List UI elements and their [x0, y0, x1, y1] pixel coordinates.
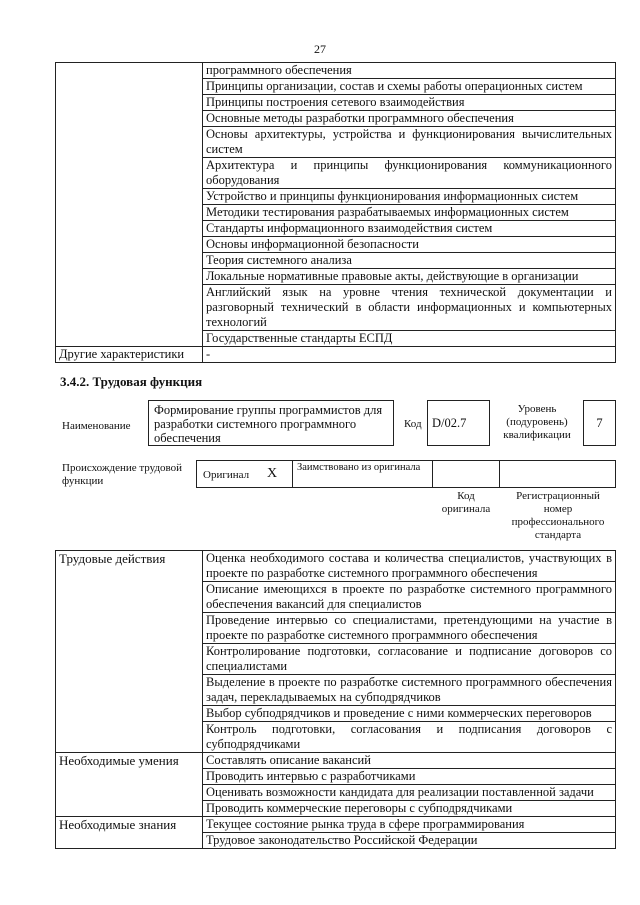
code-label: Код	[404, 418, 422, 430]
name-label: Наименование	[62, 420, 131, 432]
origin-label: Происхождение трудовой функции	[62, 462, 183, 487]
skills-label: Необходимые умения	[56, 753, 203, 817]
labor-action-row: Оценка необходимого состава и количества специалистов, участвующих в проекте по разработке системного программного обеспечения	[203, 551, 616, 582]
skill-row: Проводить коммерческие переговоры с субподрядчиками	[203, 801, 616, 817]
original-code-cell	[432, 460, 500, 488]
labor-action-row: Описание имеющихся в проекте по разработке системного программного обеспечения вакансий для специалистов	[203, 582, 616, 613]
function-details-table	[55, 550, 616, 849]
registration-number-cell	[499, 460, 616, 488]
original-mark: X	[267, 466, 278, 481]
knowledge-row: Английский язык на уровне чтения технической документации и разговорный технический в области информационных и компьютерных технологий	[203, 285, 616, 331]
knowledge-row: Основы информационной безопасности	[203, 237, 616, 253]
skill-row: Проводить интервью с разработчиками	[203, 769, 616, 785]
borrowed-label: Заимствовано из оригинала	[292, 460, 433, 488]
labor-action-row: Контроль подготовки, согласования и подписания договоров с субподрядчиками	[203, 722, 616, 753]
knowledge-row: Локальные нормативные правовые акты, действующие в организации	[203, 269, 616, 285]
knowledge-label: Необходимые знания	[56, 817, 203, 849]
knowledge-item-row: Текущее состояние рынка труда в сфере программирования	[203, 817, 616, 833]
knowledge-row: Принципы организации, состав и схемы работы операционных систем	[203, 79, 616, 95]
knowledge-row: Методики тестирования разрабатываемых информационных систем	[203, 205, 616, 221]
knowledge-item-row: Трудовое законодательство Российской Федерации	[203, 833, 616, 849]
labor-action-row: Выбор субподрядчиков и проведение с ними коммерческих переговоров	[203, 706, 616, 722]
knowledge-row: программного обеспечения	[203, 63, 616, 79]
function-name-value: Формирование группы программистов для разработки системного программного обеспечения	[148, 400, 394, 446]
skill-row: Оценивать возможности кандидата для реализации поставленной задачи	[203, 785, 616, 801]
knowledge-row: Стандарты информационного взаимодействия систем	[203, 221, 616, 237]
original-cell	[196, 460, 293, 488]
page-number: 27	[314, 42, 326, 56]
section-title: 3.4.2. Трудовая функция	[60, 374, 203, 389]
registration-caption: Регистрационный номер профессионального стандарта	[511, 490, 605, 541]
knowledge-row: Основы архитектуры, устройства и функционирования вычислительных систем	[203, 127, 616, 158]
function-code-value: D/02.7	[427, 400, 490, 446]
knowledge-row: Теория системного анализа	[203, 253, 616, 269]
knowledge-row: Архитектура и принципы функционирования коммуникационного оборудования	[203, 158, 616, 189]
knowledge-row: Государственные стандарты ЕСПД	[203, 331, 616, 347]
knowledge-row: Основные методы разработки программного обеспечения	[203, 111, 616, 127]
knowledge-continuation-table	[55, 62, 616, 363]
level-label: Уровень (подуровень) квалификации	[503, 403, 571, 441]
other-characteristics-value: -	[203, 347, 616, 363]
labor-actions-label: Трудовые действия	[56, 551, 203, 753]
knowledge-row: Устройство и принципы функционирования информационных систем	[203, 189, 616, 205]
labor-action-row: Контролирование подготовки, согласование и подписание договоров со специалистами	[203, 644, 616, 675]
skill-row: Составлять описание вакансий	[203, 753, 616, 769]
level-value: 7	[583, 400, 616, 446]
original-code-caption: Код оригинала	[441, 490, 491, 515]
other-characteristics-label: Другие характеристики	[56, 347, 203, 363]
original-label: Оригинал	[203, 469, 250, 481]
labor-action-row: Выделение в проекте по разработке системного программного обеспечения задач, перекладываемых на субподрядчиков	[203, 675, 616, 706]
empty-label-cell	[56, 63, 203, 347]
knowledge-row: Принципы построения сетевого взаимодействия	[203, 95, 616, 111]
labor-action-row: Проведение интервью со специалистами, претендующими на участие в проекте по разработке системного программного обеспечения	[203, 613, 616, 644]
